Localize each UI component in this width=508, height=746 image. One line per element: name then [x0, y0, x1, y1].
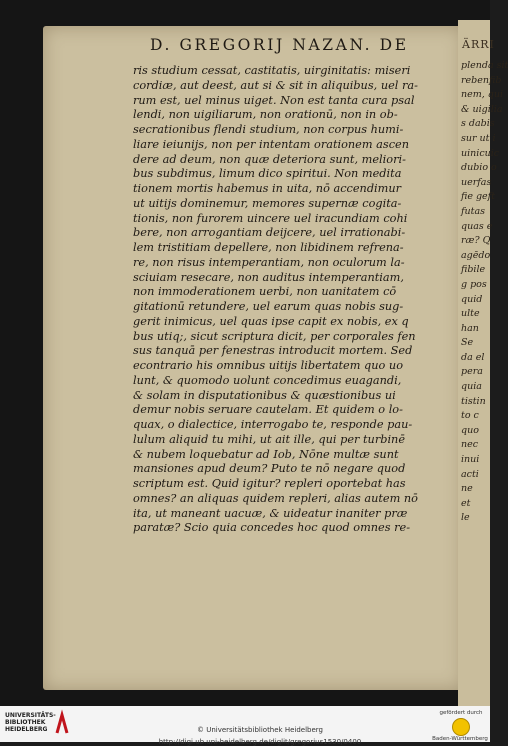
text-line: omnes? an aliquas quidem repleri, alias autem nō	[133, 491, 418, 505]
facing-page-line: quo	[461, 424, 479, 436]
text-line: lem tristitiam depellere, non libidinem refrena-	[133, 241, 404, 254]
facing-page-header: ÄRRI	[462, 38, 495, 51]
facing-page-line: han	[461, 322, 479, 334]
facing-page-line: Se	[461, 337, 474, 349]
facing-page-line: & uigilia	[461, 103, 503, 115]
text-line: tionis, non furorem uincere uel iracundiam cohi	[133, 211, 408, 225]
body-text	[133, 64, 445, 536]
library-logo-icon	[55, 713, 69, 735]
facing-page-line: pera	[461, 366, 483, 378]
library-logo-text: UNIVERSITÄTS- BIBLIOTHEK HEIDELBERG	[5, 712, 56, 733]
text-line: ita, ut maneant uacuæ, & uideatur inaniter præ	[133, 506, 408, 520]
text-line: paratæ? Scio quia concedes hoc quod omnes re-	[133, 521, 411, 535]
running-header: D. GREGORIJ NAZAN. DE	[150, 36, 409, 54]
text-line: quax, o dialectice, interrogabo te, responde pau-	[133, 418, 413, 431]
text-line: lulum aliquid tu mihi, ut ait ille, qui per turbinē	[133, 432, 406, 446]
facing-page-line: fie geft	[461, 191, 496, 203]
source-url[interactable]: http://digi.ub.uni-heidelberg.de/diglit/gregorius1530/0400	[158, 738, 362, 746]
text-line: re, non risus intemperantiam, non oculorum la-	[133, 255, 405, 269]
text-line: lendi, non uigiliarum, non orationū, non in ob-	[133, 108, 398, 122]
baden-wuerttemberg-logo-icon	[452, 718, 470, 736]
text-line: & solam in disputationibus & quæstionibus ui	[133, 388, 396, 402]
facing-page-text	[458, 59, 508, 526]
text-line: gerit inimicus, uel quas ipse capit ex nobis, ex q	[133, 314, 409, 328]
facing-page-line: futas	[461, 205, 485, 217]
facing-page-line: da el	[461, 351, 485, 363]
text-line: econtrario his omnibus uitijs libertatem quo uo	[133, 359, 404, 372]
text-line: liare ieiunijs, non per intentam orationem ascen	[133, 137, 409, 151]
facing-page-line: sur ut i	[461, 132, 496, 144]
facing-page-line: g pos	[461, 278, 487, 290]
facing-page-line: ulte	[461, 308, 480, 320]
text-line: ut uitijs dominemur, memores supernæ cogita-	[133, 196, 402, 210]
text-line: cordiæ, aut deest, aut si & sit in aliquibus, uel ra-	[133, 78, 418, 92]
text-line: gitationū retundere, uel earum quas nobis sug-	[133, 300, 404, 313]
text-line: ris studium cessat, castitatis, uirginitatis: miseri	[133, 64, 411, 77]
copyright-text: © Universitätsbibliothek Heidelberg	[196, 726, 323, 734]
facing-page-line: plenda sit	[461, 60, 508, 71]
facing-page-line: uerfas	[461, 176, 492, 188]
facing-page-line: fibile	[461, 264, 486, 276]
facing-page-line: ne	[461, 483, 473, 495]
facing-page-line: to c	[461, 410, 479, 422]
text-line: mansiones apud deum? Puto te nō negare quod	[133, 462, 406, 476]
facing-page-line: dubio o	[461, 162, 497, 174]
facing-page-line: s dabis	[461, 118, 495, 130]
text-line: dere ad deum, non quæ deteriora sunt, meliori-	[133, 152, 406, 166]
text-line: scriptum est. Quid igitur? repleri oportebat has	[133, 477, 406, 490]
facing-page-edge	[458, 20, 508, 706]
facing-page-line: quia	[461, 381, 482, 393]
text-line: demur nobis seruare cautelam. Et quidem o lo-	[133, 403, 403, 417]
facing-page-line: quas e	[461, 220, 493, 232]
facing-page-line: tistin	[461, 395, 486, 407]
facing-page-line: et	[461, 497, 471, 509]
sponsor-name: Baden-Württemberg	[432, 736, 488, 742]
facing-page-line: quid	[461, 293, 483, 305]
facing-page-line: nec	[461, 439, 479, 451]
text-line: sus tanquā per fenestras introducit mortem. Sed	[133, 344, 413, 358]
facing-page-line: ræ? Q	[461, 235, 491, 247]
text-line: sciuiam resecare, non auditus intemperantiam,	[133, 270, 404, 284]
facing-page-line: rebenfib	[461, 74, 502, 86]
text-line: bus utiq;, sicut scriptura dicit, per corporales fen	[133, 329, 416, 343]
footer-bar	[0, 706, 490, 746]
facing-page-line: uinicuic	[461, 147, 500, 159]
text-line: bere, non arrogantiam deijcere, uel irrationabi-	[133, 226, 406, 240]
text-line: tionem mortis habemus in uita, nō accendimur	[133, 182, 402, 195]
text-line: & nubem loquebatur ad Iob, Nōne multæ sunt	[133, 447, 399, 461]
text-line: bus subdimus, limum dico spiritui. Non medita	[133, 167, 402, 181]
facing-page-line: le	[461, 512, 470, 524]
facing-page-line: nem, qui	[461, 89, 504, 101]
text-line: lunt, & quomodo uolunt concedimus euagandi,	[133, 373, 402, 387]
sponsor-label: gefördert durch	[439, 710, 483, 716]
text-line: rum est, uel minus uiget. Non est tanta cura psal	[133, 93, 415, 107]
facing-page-line: agēdo	[461, 249, 491, 261]
text-line: secrationibus flendi studium, non corpus humi-	[133, 123, 404, 136]
facing-page-line: acti	[461, 468, 479, 480]
text-line: non immoderationem uerbi, non uanitatem cō	[133, 285, 397, 299]
facing-page-line: inui	[461, 454, 480, 466]
